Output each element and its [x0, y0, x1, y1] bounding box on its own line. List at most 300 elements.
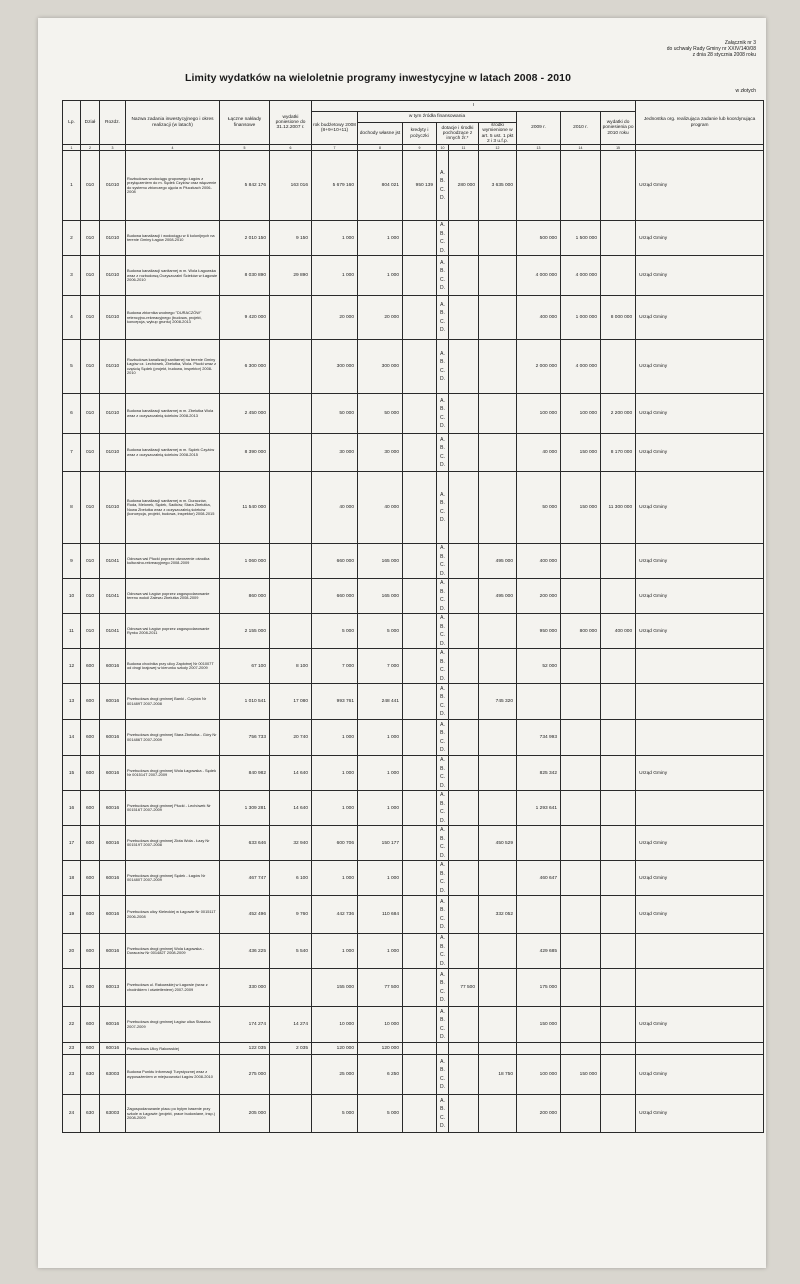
row-task-name: Odnowa wsi Płucki poprzez utworzenie ośrodka kulturalno-rekreacyjnego 2008-2009: [126, 544, 220, 579]
row-task-name: Budowa zbiornika wodnego "DURACZÓW" retencyjno-rekreacyjnego (budowa, projekt, koncepcja, wykup gruntu) 2008-2013: [126, 296, 220, 340]
row-laczne: 275 000: [220, 1055, 270, 1095]
row-dzial: 010: [81, 394, 100, 434]
row-kredyty: [403, 896, 437, 934]
col-num: 2: [81, 145, 100, 151]
row-abcd-marks: A. B. C. D.: [437, 394, 449, 434]
row-poniesione: 32 940: [270, 826, 312, 861]
row-po-2010: [601, 649, 636, 684]
row-lp: 20: [63, 934, 81, 969]
row-2010: [561, 756, 601, 791]
row-task-name: Przebudowa drogi gminnej Łagów ulica Staszica 2007-2009: [126, 1007, 220, 1043]
row-srodki: 495 000: [479, 579, 517, 614]
row-abcd-marks: A. B. C. D.: [437, 472, 449, 544]
row-po-2010: [601, 861, 636, 896]
row-po-2010: [601, 826, 636, 861]
row-kredyty: [403, 756, 437, 791]
col-num: 1: [63, 145, 81, 151]
row-2010: [561, 969, 601, 1007]
table-row: [63, 684, 764, 720]
row-task-name: Przebudowa drogi gminnej Płucki - Lechówek Nr 001516T 2007-2009: [126, 791, 220, 826]
row-2009: [517, 684, 561, 720]
col-num: 7: [312, 145, 358, 151]
row-2010: [561, 934, 601, 969]
row-abcd-marks: A. B. C. D.: [437, 256, 449, 296]
row-rok-budzetowy: 993 761: [312, 684, 358, 720]
row-task-name: Zagospodarowanie placu po byłym basenie przy szkole w Łagowie (projekt, prace budowlane, insp.) 2008-2009: [126, 1095, 220, 1133]
row-kredyty: [403, 340, 437, 394]
row-abcd-marks: A. B. C. D.: [437, 340, 449, 394]
row-abcd-marks: A. B. C. D.: [437, 969, 449, 1007]
row-poniesione: 14 274: [270, 1007, 312, 1043]
row-laczne: 9 420 000: [220, 296, 270, 340]
row-dzial: 600: [81, 720, 100, 756]
table-row: [63, 579, 764, 614]
row-dotacje: [449, 340, 479, 394]
row-abcd-marks: A. B. C. D.: [437, 544, 449, 579]
row-dzial: 600: [81, 791, 100, 826]
row-jednostka: Urząd Gminy: [636, 434, 764, 472]
row-po-2010: [601, 221, 636, 256]
row-kredyty: [403, 1043, 437, 1055]
row-2009: 175 000: [517, 969, 561, 1007]
col-num: 4: [126, 145, 220, 151]
row-jednostka: Urząd Gminy: [636, 340, 764, 394]
row-abcd-marks: A. B. C. D.: [437, 221, 449, 256]
row-dochody: 165 000: [358, 579, 403, 614]
row-task-name: Przebudowa drogi gminnej Banki - Czyżów Nr 001489T 2007-2008: [126, 684, 220, 720]
row-jednostka: [636, 649, 764, 684]
row-po-2010: 400 000: [601, 614, 636, 649]
row-poniesione: 9 150: [270, 221, 312, 256]
table-row: [63, 544, 764, 579]
row-task-name: Rozbudowa wodociągu grupowego Łagów z przyłączeniem do m. Sędek Czyżów oraz włączenie do systemu zbiorczego ujęcia w Płuczkach 2006-2008: [126, 151, 220, 221]
row-kredyty: [403, 579, 437, 614]
row-rok-budzetowy: 1 000: [312, 256, 358, 296]
row-dzial: 010: [81, 579, 100, 614]
row-dzial: 600: [81, 1043, 100, 1055]
header-rok-budzetowy: rok budżetowy 2008 (8+9+10+11): [312, 112, 358, 145]
row-po-2010: [601, 791, 636, 826]
row-lp: 3: [63, 256, 81, 296]
row-task-name: Przebudowa drogi gminnej Wola Łagowska - Sędek Nr 001514T 2007-2009: [126, 756, 220, 791]
row-rok-budzetowy: 600 706: [312, 826, 358, 861]
row-laczne: 436 225: [220, 934, 270, 969]
table-row: [63, 720, 764, 756]
table-row: [63, 969, 764, 1007]
row-laczne: 330 000: [220, 969, 270, 1007]
row-kredyty: [403, 791, 437, 826]
row-2010: [561, 579, 601, 614]
row-rok-budzetowy: 1 000: [312, 934, 358, 969]
row-dzial: 010: [81, 296, 100, 340]
row-dochody: 50 000: [358, 394, 403, 434]
row-dzial: 010: [81, 221, 100, 256]
row-po-2010: [601, 579, 636, 614]
row-task-name: Budowa kanalizacji sanitarnej w m. Duraczów, Ruda, Melonek, Sędek, Sadków, Stara Zbelutka, Nowa Zbelutka wraz z oczyszczalnią ścieków (koncepcja, projekt, budowa, inspektor) 2008-2015: [126, 472, 220, 544]
row-abcd-marks: A. B. C. D.: [437, 434, 449, 472]
row-kredyty: [403, 221, 437, 256]
row-poniesione: 29 890: [270, 256, 312, 296]
row-dotacje: [449, 296, 479, 340]
row-rok-budzetowy: 25 000: [312, 1055, 358, 1095]
row-task-name: Przebudowa drogi gminnej Wola Łagowska - Duraczów Nr 001482T 2008-2009: [126, 934, 220, 969]
row-srodki: [479, 1043, 517, 1055]
table-row: [63, 296, 764, 340]
investment-table: [62, 100, 764, 1133]
row-poniesione: [270, 579, 312, 614]
col-num: 9: [403, 145, 437, 151]
table-row: [63, 221, 764, 256]
row-kredyty: [403, 296, 437, 340]
col-num: 12: [479, 145, 517, 151]
row-rozdz: 01041: [100, 614, 126, 649]
row-poniesione: 6 100: [270, 861, 312, 896]
row-srodki: [479, 934, 517, 969]
row-abcd-marks: A. B. C. D.: [437, 614, 449, 649]
row-2009: 40 000: [517, 434, 561, 472]
row-kredyty: [403, 969, 437, 1007]
row-srodki: [479, 296, 517, 340]
row-laczne: 174 274: [220, 1007, 270, 1043]
row-rozdz: 60016: [100, 861, 126, 896]
row-poniesione: [270, 394, 312, 434]
header-w-tym: w tym źródła finansowania: [358, 112, 517, 123]
row-dochody: 77 500: [358, 969, 403, 1007]
row-srodki: [479, 1095, 517, 1133]
table-row: [63, 434, 764, 472]
row-task-name: Przebudowa drogi gminnej Sędek - Łagów Nr 001480T 2007-2009: [126, 861, 220, 896]
row-rozdz: 01010: [100, 472, 126, 544]
annex-line-2: do uchwały Rady Gminy nr XXIV/140/08: [666, 46, 756, 52]
row-dotacje: [449, 256, 479, 296]
row-laczne: 1 010 541: [220, 684, 270, 720]
row-kredyty: [403, 544, 437, 579]
row-srodki: [479, 221, 517, 256]
table-row: [63, 340, 764, 394]
header-2009: 2009 r.: [517, 112, 561, 145]
row-dzial: 600: [81, 684, 100, 720]
row-dzial: 010: [81, 256, 100, 296]
row-2010: [561, 649, 601, 684]
row-2010: [561, 684, 601, 720]
table-row: [63, 649, 764, 684]
col-num: 11: [449, 145, 479, 151]
row-rok-budzetowy: 40 000: [312, 472, 358, 544]
row-kredyty: [403, 614, 437, 649]
table-body: [63, 151, 764, 1133]
row-task-name: Przebudowa drogi gminnej Stara Zbelutka - Góry Nr 001486T 2007-2009: [126, 720, 220, 756]
table-row: [63, 1055, 764, 1095]
row-laczne: 860 000: [220, 579, 270, 614]
row-dzial: 010: [81, 472, 100, 544]
row-srodki: [479, 756, 517, 791]
row-2010: 4 000 000: [561, 256, 601, 296]
row-2009: 734 993: [517, 720, 561, 756]
row-kredyty: [403, 649, 437, 684]
row-po-2010: [601, 1095, 636, 1133]
col-num: 5: [220, 145, 270, 151]
col-num: 10: [437, 145, 449, 151]
table-row: [63, 934, 764, 969]
table-row: [63, 1043, 764, 1055]
col-num: 3: [100, 145, 126, 151]
row-laczne: 467 747: [220, 861, 270, 896]
row-dotacje: [449, 720, 479, 756]
row-srodki: [479, 720, 517, 756]
row-dzial: 010: [81, 544, 100, 579]
header-dzial: Dział: [81, 101, 100, 145]
row-dzial: 010: [81, 434, 100, 472]
row-laczne: 1 309 281: [220, 791, 270, 826]
row-dotacje: [449, 579, 479, 614]
row-dochody: 20 000: [358, 296, 403, 340]
row-dzial: 600: [81, 649, 100, 684]
row-lp: 6: [63, 394, 81, 434]
row-dotacje: [449, 756, 479, 791]
row-kredyty: [403, 394, 437, 434]
row-2010: [561, 151, 601, 221]
row-2009: 825 342: [517, 756, 561, 791]
unit-label: w złotych: [735, 88, 756, 94]
row-2009: [517, 151, 561, 221]
row-rozdz: 01041: [100, 579, 126, 614]
row-jednostka: Urząd Gminy: [636, 826, 764, 861]
row-rok-budzetowy: 10 000: [312, 1007, 358, 1043]
header-wydatki-po: wydatki do poniesienia po 2010 roku: [601, 112, 636, 145]
row-dochody: 1 000: [358, 720, 403, 756]
row-2009: 100 000: [517, 1055, 561, 1095]
row-abcd-marks: A. B. C. D.: [437, 1055, 449, 1095]
row-poniesione: 17 080: [270, 684, 312, 720]
row-jednostka: Urząd Gminy: [636, 1095, 764, 1133]
row-rozdz: 60016: [100, 649, 126, 684]
row-rok-budzetowy: 1 000: [312, 756, 358, 791]
row-rok-budzetowy: 300 000: [312, 340, 358, 394]
row-rok-budzetowy: 660 000: [312, 579, 358, 614]
row-laczne: 1 060 000: [220, 544, 270, 579]
annex-line-1: Załącznik nr 3: [724, 40, 756, 46]
row-2010: [561, 1007, 601, 1043]
header-lp: Lp.: [63, 101, 81, 145]
table-row: [63, 1095, 764, 1133]
row-srodki: [479, 649, 517, 684]
row-2009: 200 000: [517, 1095, 561, 1133]
row-2010: 100 000: [561, 394, 601, 434]
row-rozdz: 63003: [100, 1095, 126, 1133]
row-srodki: 495 000: [479, 544, 517, 579]
row-2010: [561, 861, 601, 896]
row-2010: [561, 544, 601, 579]
row-rozdz: 01010: [100, 434, 126, 472]
row-rok-budzetowy: 20 000: [312, 296, 358, 340]
row-srodki: 745 320: [479, 684, 517, 720]
row-rok-budzetowy: 1 000: [312, 720, 358, 756]
row-dotacje: [449, 544, 479, 579]
row-poniesione: 14 640: [270, 791, 312, 826]
row-2010: 800 000: [561, 614, 601, 649]
row-2010: 4 000 000: [561, 340, 601, 394]
row-dotacje: [449, 826, 479, 861]
row-rozdz: 01041: [100, 544, 126, 579]
row-lp: 11: [63, 614, 81, 649]
row-dochody: 10 000: [358, 1007, 403, 1043]
header-roman: I: [312, 101, 636, 112]
table-row: [63, 1007, 764, 1043]
row-lp: 24: [63, 1095, 81, 1133]
row-2009: 4 000 000: [517, 256, 561, 296]
row-rozdz: 01010: [100, 296, 126, 340]
table-row: [63, 256, 764, 296]
row-srodki: 450 529: [479, 826, 517, 861]
row-dzial: 600: [81, 826, 100, 861]
row-rozdz: 60016: [100, 896, 126, 934]
row-jednostka: [636, 1043, 764, 1055]
row-poniesione: [270, 969, 312, 1007]
row-poniesione: 20 740: [270, 720, 312, 756]
row-task-name: Przebudowa Ulicy Rakowskiej: [126, 1043, 220, 1055]
row-2009: [517, 1043, 561, 1055]
row-laczne: 2 010 150: [220, 221, 270, 256]
row-laczne: 11 540 000: [220, 472, 270, 544]
row-dotacje: [449, 221, 479, 256]
header-2010: 2010 r.: [561, 112, 601, 145]
row-abcd-marks: A. B. C. D.: [437, 649, 449, 684]
row-lp: 23: [63, 1055, 81, 1095]
row-jednostka: Urząd Gminy: [636, 221, 764, 256]
header-kredyty: kredyty i pożyczki: [403, 123, 437, 145]
row-2009: 460 647: [517, 861, 561, 896]
table-row: [63, 151, 764, 221]
row-dochody: 30 000: [358, 434, 403, 472]
row-rok-budzetowy: 5 679 160: [312, 151, 358, 221]
row-dotacje: [449, 1007, 479, 1043]
row-task-name: Budowa kanalizacji sanitarnej w m. Zbelutka Wola wraz z oczyszczalnią ścieków 2008-2013: [126, 394, 220, 434]
row-abcd-marks: A. B. C. D.: [437, 896, 449, 934]
row-rozdz: 01010: [100, 256, 126, 296]
row-poniesione: [270, 1095, 312, 1133]
row-laczne: 2 155 000: [220, 614, 270, 649]
row-task-name: Przebudowa ulicy Kieleckiej w Łagowie Nr 001511T 2006-2008: [126, 896, 220, 934]
row-po-2010: [601, 969, 636, 1007]
row-rok-budzetowy: 30 000: [312, 434, 358, 472]
row-lp: 22: [63, 1007, 81, 1043]
row-2010: 150 000: [561, 1055, 601, 1095]
row-laczne: 5 842 176: [220, 151, 270, 221]
row-dotacje: 77 500: [449, 969, 479, 1007]
row-2009: 50 000: [517, 472, 561, 544]
row-po-2010: [601, 151, 636, 221]
row-poniesione: 9 760: [270, 896, 312, 934]
row-dochody: 1 000: [358, 861, 403, 896]
table-row: [63, 472, 764, 544]
header-srodki: środki wymienione w art. 5 ust. 1 pkt 2 i 3 u.f.p.: [479, 123, 517, 145]
row-jednostka: Urząd Gminy: [636, 861, 764, 896]
row-lp: 23: [63, 1043, 81, 1055]
row-rok-budzetowy: 1 000: [312, 791, 358, 826]
row-srodki: [479, 340, 517, 394]
row-rozdz: 60016: [100, 756, 126, 791]
row-po-2010: [601, 1055, 636, 1095]
row-dochody: 165 000: [358, 544, 403, 579]
row-dotacje: [449, 434, 479, 472]
row-rozdz: 01010: [100, 151, 126, 221]
row-dzial: 600: [81, 934, 100, 969]
row-2009: 500 000: [517, 221, 561, 256]
row-kredyty: [403, 1095, 437, 1133]
row-po-2010: [601, 340, 636, 394]
row-po-2010: 11 300 000: [601, 472, 636, 544]
row-dotacje: [449, 791, 479, 826]
row-laczne: 633 646: [220, 826, 270, 861]
row-rozdz: 63003: [100, 1055, 126, 1095]
row-poniesione: 8 100: [270, 649, 312, 684]
row-rozdz: 01010: [100, 340, 126, 394]
row-2009: 200 000: [517, 579, 561, 614]
row-lp: 13: [63, 684, 81, 720]
row-task-name: Budowa chodnika przy ulicy Zapłotnej Nr 001007T od drogi krajowej w kierunku szkoły 2007-2009: [126, 649, 220, 684]
row-rok-budzetowy: 660 000: [312, 544, 358, 579]
row-srodki: [479, 394, 517, 434]
row-dzial: 600: [81, 861, 100, 896]
row-2009: 429 685: [517, 934, 561, 969]
row-abcd-marks: A. B. C. D.: [437, 756, 449, 791]
row-kredyty: [403, 934, 437, 969]
row-jednostka: [636, 934, 764, 969]
row-dochody: 150 177: [358, 826, 403, 861]
row-poniesione: [270, 614, 312, 649]
row-lp: 17: [63, 826, 81, 861]
row-task-name: Odnowa wsi Łagów poprzez zagospodarowanie Rynku 2008-2011: [126, 614, 220, 649]
row-jednostka: Urząd Gminy: [636, 1007, 764, 1043]
row-poniesione: 5 540: [270, 934, 312, 969]
row-lp: 18: [63, 861, 81, 896]
row-laczne: 205 000: [220, 1095, 270, 1133]
col-num: 8: [358, 145, 403, 151]
row-kredyty: 950 139: [403, 151, 437, 221]
row-jednostka: [636, 720, 764, 756]
row-abcd-marks: A. B. C. D.: [437, 296, 449, 340]
header-jednostka: Jednostka org. realizująca zadanie lub koordynująca program: [636, 101, 764, 145]
row-jednostka: Urząd Gminy: [636, 756, 764, 791]
row-jednostka: Urząd Gminy: [636, 394, 764, 434]
row-2010: 150 000: [561, 434, 601, 472]
row-abcd-marks: [437, 1043, 449, 1055]
row-jednostka: [636, 684, 764, 720]
row-rok-budzetowy: 442 736: [312, 896, 358, 934]
row-task-name: Budowa kanalizacji sanitarnej w m. Sędek Czyżów wraz z oczyszczalnią ścieków 2008-2015: [126, 434, 220, 472]
row-poniesione: 163 016: [270, 151, 312, 221]
row-task-name: Budowa Punktu Informacji Turystycznej wraz z wyposażeniem w miejscowości Łagów 2008-2010: [126, 1055, 220, 1095]
row-2009: 950 000: [517, 614, 561, 649]
row-2009: 1 293 641: [517, 791, 561, 826]
row-srodki: [479, 256, 517, 296]
row-dochody: 1 000: [358, 256, 403, 296]
row-poniesione: [270, 296, 312, 340]
row-kredyty: [403, 684, 437, 720]
row-task-name: Odnowa wsi Łagów poprzez zagospodarowanie terenu wokół Zalewu Zbelutka 2008-2009: [126, 579, 220, 614]
row-jednostka: Urząd Gminy: [636, 1055, 764, 1095]
row-srodki: [479, 434, 517, 472]
row-abcd-marks: A. B. C. D.: [437, 579, 449, 614]
row-task-name: Przebudowa drogi gminnej Złota Wola - Łazy Nr 001519T 2007-2008: [126, 826, 220, 861]
row-jednostka: [636, 969, 764, 1007]
row-po-2010: [601, 896, 636, 934]
table-row: [63, 791, 764, 826]
row-dotacje: [449, 394, 479, 434]
row-dochody: 248 441: [358, 684, 403, 720]
row-task-name: Rozbudowa kanalizacji sanitarnej na terenie Gminy Łagów cz. Lechówek, Zbelutka, Wola. Płucki wraz z częścią Sędek (projekt, budowa, inspektor) 2008-2010: [126, 340, 220, 394]
header-dotacje: dotacje i środki pochodzące z innych źr.*: [437, 123, 479, 145]
